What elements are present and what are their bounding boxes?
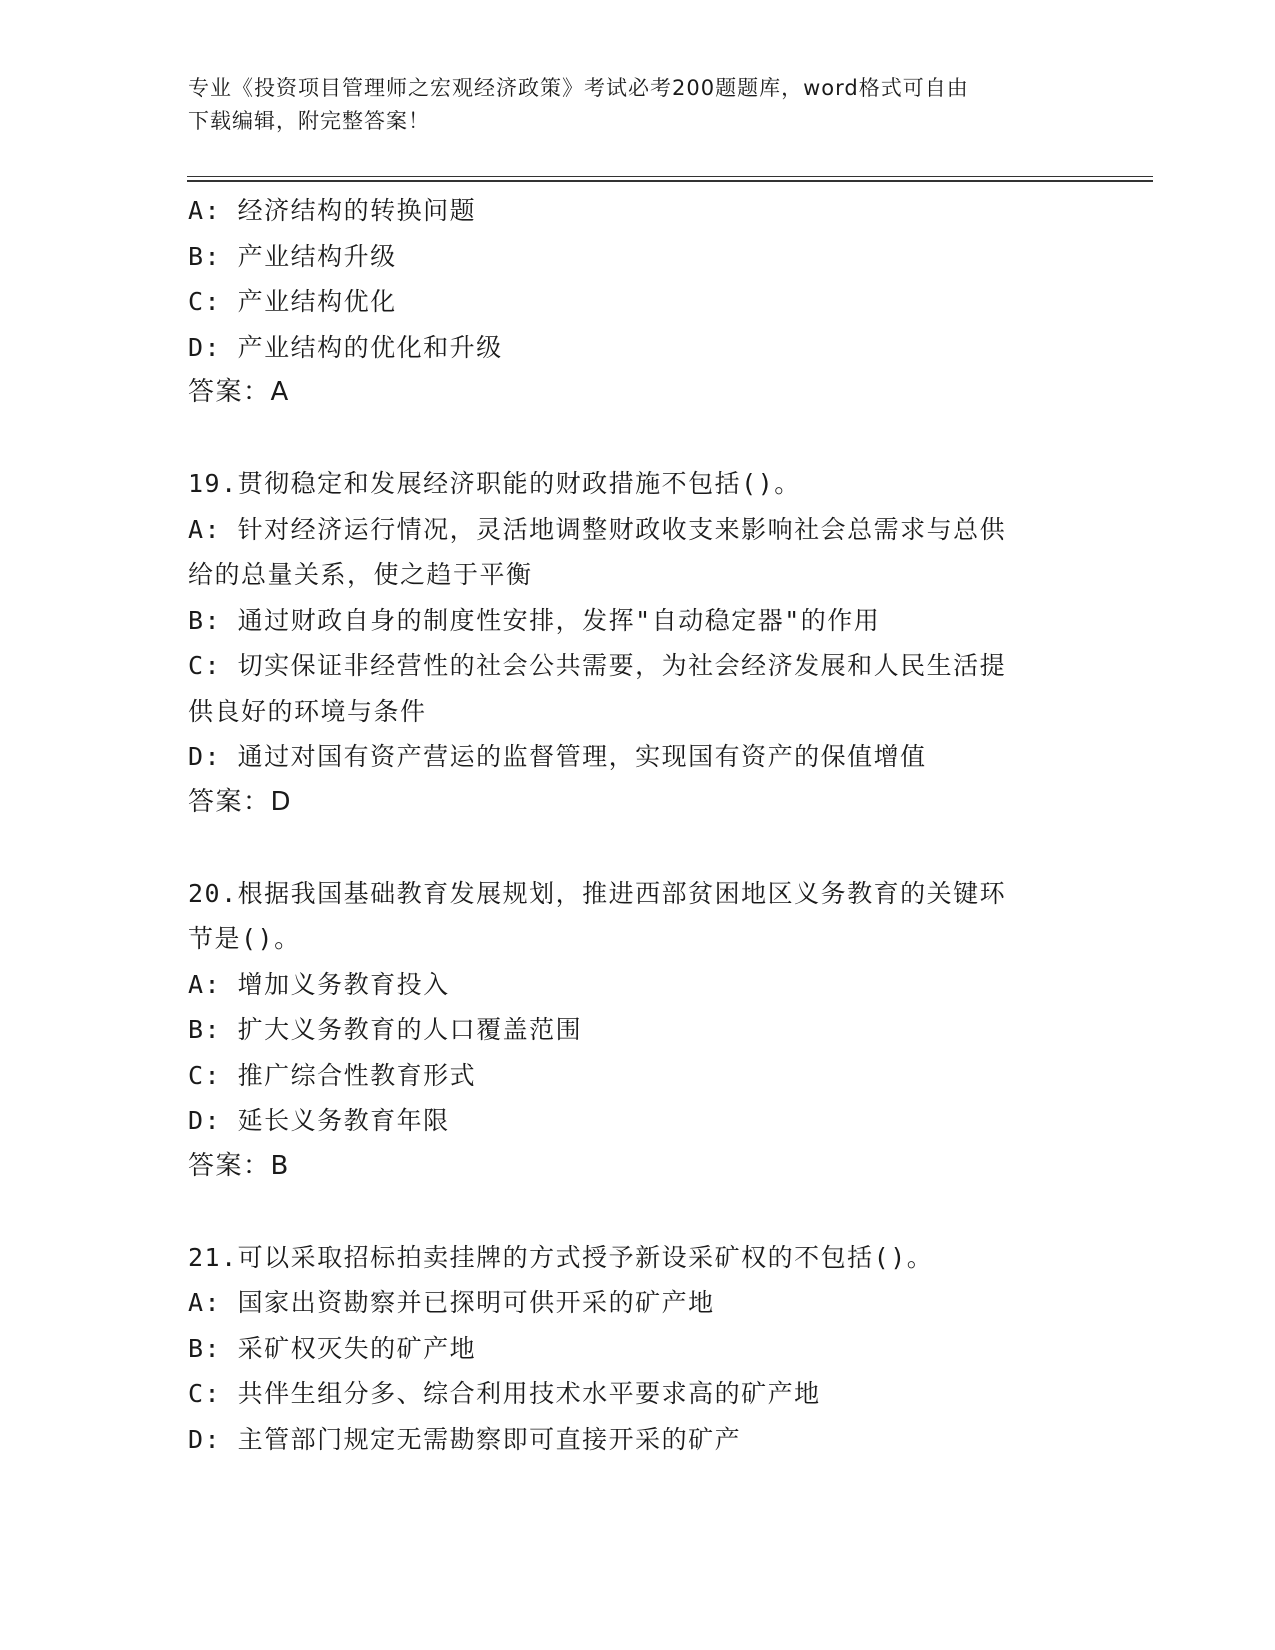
option-c-continued: 供良好的环境与条件 [188, 696, 427, 726]
option-c: C: 产业结构优化 [188, 287, 397, 316]
question-content [188, 188, 1088, 1462]
option-c: C: 共伴生组分多、综合利用技术水平要求高的矿产地 [188, 1379, 821, 1408]
document-header [188, 72, 1088, 138]
option-b: B: 采矿权灭失的矿产地 [188, 1333, 477, 1363]
question-20 [188, 871, 1088, 1190]
answer-line: 答案：B [188, 1150, 290, 1181]
option-d: D: 通过对国有资产营运的监督管理，实现国有资产的保值增值 [188, 742, 927, 771]
question-stem: 20.根据我国基础教育发展规划，推进西部贫困地区义务教育的关键环 [188, 878, 1007, 908]
option-c: C: 推广综合性教育形式 [188, 1060, 477, 1090]
option-d: D: 产业结构的优化和升级 [188, 332, 503, 362]
option-c: C: 切实保证非经营性的社会公共需要，为社会经济发展和人民生活提 [188, 651, 1007, 680]
header-divider-thick [187, 180, 1153, 182]
question-spacer [188, 825, 1088, 871]
option-b: B: 产业结构升级 [188, 241, 397, 271]
question-stem-continued: 节是()。 [188, 924, 301, 953]
option-a: A: 针对经济运行情况，灵活地调整财政收支来影响社会总需求与总供 [188, 514, 1007, 544]
question-spacer [188, 1189, 1088, 1235]
header-title-line-1: 专业《投资项目管理师之宏观经济政策》考试必考200题题库，word格式可自由 [188, 76, 969, 100]
answer-line: 答案：A [188, 377, 290, 407]
question-18 [188, 188, 1088, 416]
option-d: D: 主管部门规定无需勘察即可直接开采的矿产 [188, 1424, 742, 1454]
header-title-line-2: 下载编辑，附完整答案！ [188, 109, 430, 133]
question-21 [188, 1235, 1088, 1463]
question-spacer [188, 416, 1088, 462]
option-b: B: 扩大义务教育的人口覆盖范围 [188, 1015, 583, 1044]
option-a: A: 经济结构的转换问题 [188, 196, 477, 225]
option-b: B: 通过财政自身的制度性安排，发挥"自动稳定器"的作用 [188, 605, 881, 635]
answer-line: 答案：D [188, 786, 293, 817]
question-19 [188, 461, 1088, 825]
option-a-continued: 给的总量关系，使之趋于平衡 [188, 560, 533, 589]
header-divider-thin [187, 176, 1153, 177]
option-a: A: 国家出资勘察并已探明可供开采的矿产地 [188, 1288, 715, 1317]
option-a: A: 增加义务教育投入 [188, 969, 450, 999]
question-stem: 19.贯彻稳定和发展经济职能的财政措施不包括()。 [188, 469, 801, 498]
question-stem: 21.可以采取招标拍卖挂牌的方式授予新设采矿权的不包括()。 [188, 1242, 934, 1272]
option-d: D: 延长义务教育年限 [188, 1106, 450, 1135]
